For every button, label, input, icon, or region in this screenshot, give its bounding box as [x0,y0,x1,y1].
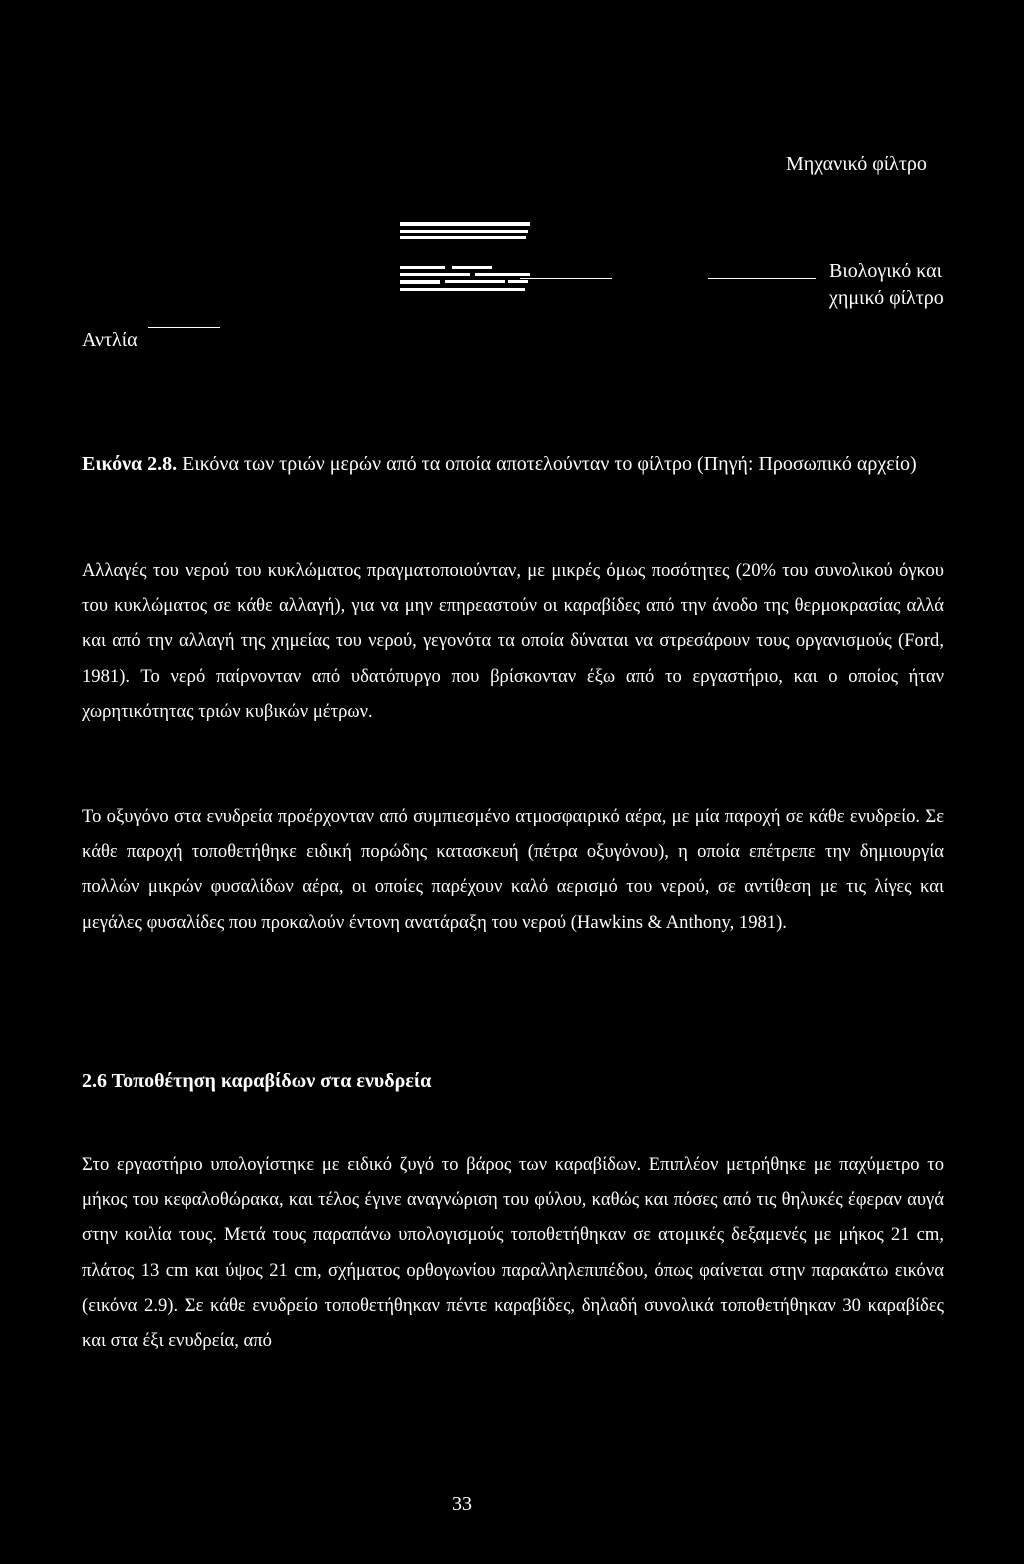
leader-line-pump [148,327,220,328]
leader-line-mechanical [520,278,612,279]
label-pump: Αντλία [82,329,138,351]
figure-caption [82,447,952,482]
page-number: 33 [452,1493,472,1515]
caption-text: Εικόνα των τριών μερών από τα οποία αποτελούνταν το φίλτρο (Πηγή: Προσωπικό αρχείο) [182,453,917,475]
paragraph-water-changes: Αλλαγές του νερού του κυκλώματος πραγματοποιούνταν, με μικρές όμως ποσότητες (20% του συνολικού όγκου του κυκλώματος σε κάθε αλλαγή), για να μην επηρεαστούν οι καραβίδες από την άνοδο της θερμοκρασίας αλλά και από την αλλαγή της χημείας του νερού, γεγονότα τα οποία δύναται να στρεσάρουν τους οργανισμούς (Ford, 1981). Το νερό παίρνονταν από υδατόπυργο που βρίσκονταν έξω από το εργαστήριο, και ο οποίος ήταν χωρητικότητας τριών κυβικών μέτρων. [82,560,944,722]
label-biological-filter-line2: χημικό φίλτρο [829,287,944,309]
paragraph-crayfish-measurements: Στο εργαστήριο υπολογίστηκε με ειδικό ζυγό το βάρος των καραβίδων. Επιπλέον μετρήθηκε με παχύμετρο το μήκος του κεφαλοθώρακα, και τέλος έγινε αναγνώριση του φύλου, καθώς και πόσες από τις θηλυκές έφεραν αυγά στην κοιλία τους. Μετά τους παραπάνω υπολογισμούς τοποθετήθηκαν σε ατομικές δεξαμενές με μήκος 21 cm, πλάτος 13 cm και ύψος 21 cm, σχήματος ορθογωνίου παραλληλεπιπέδου, όπως φαίνεται στην παρακάτω εικόνα (εικόνα 2.9). Σε κάθε ενυδρείο τοποθετήθηκαν πέντε καραβίδες, δηλαδή συνολικά τοποθετήθηκαν 30 καραβίδες και στα έξι ενυδρεία, από [82,1154,944,1352]
label-biological-filter-line1: Βιολογικό και [829,260,943,282]
section-heading: 2.6 Τοποθέτηση καραβίδων στα ενυδρεία [82,1070,432,1092]
paragraph-oxygen-supply: Το οξυγόνο στα ενυδρεία προέρχονταν από συμπιεσμένο ατμοσφαιρικό αέρα, με μία παροχή σε κάθε ενυδρείο. Σε κάθε παροχή τοποθετήθηκε ειδική πορώδης κατασκευή (πέτρα οξυγόνου), η οποία επέτρεπε την δημιουργία πολλών μικρών φυσαλίδων αέρα, οι οποίες παρέχουν καλό αερισμό του νερού, σε αντίθεση με τις λίγες και μεγάλες φυσαλίδες που προκαλούν έντονη ανατάραξη του νερού (Hawkins & Anthony, 1981). [82,806,944,933]
leader-line-biological [708,278,816,279]
label-mechanical-filter: Μηχανικό φίλτρο [786,153,927,175]
caption-label: Εικόνα 2.8. [82,453,178,475]
filter-figure-image [400,222,530,302]
